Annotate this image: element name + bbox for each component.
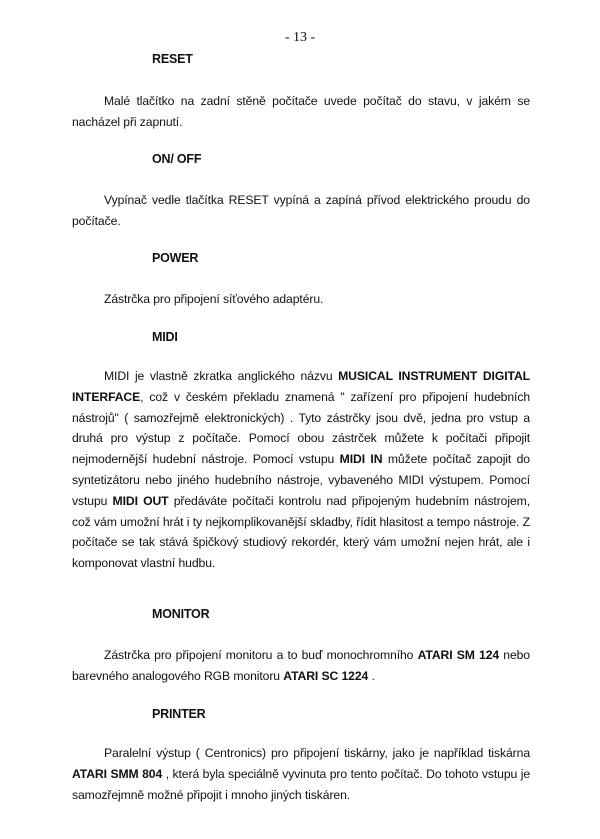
heading-printer: PRINTER — [152, 707, 206, 721]
body-text: Zástrčka pro připojení síťového adaptéru. — [104, 292, 324, 306]
body-text: MIDI je vlastně zkratka anglického názvu — [104, 369, 339, 383]
body-text: předáváte počítači kontrolu nad připojeným hudebním nástrojem, což vám umožní hrát i ty nejkomplikovanější skladby, řídit hlasitost a tempo nástroje. Z počítače se tak stává špičkový studiový rekordér, který vám umožní nejen hrát, ale i komponovat vlastní hudbu. — [72, 493, 530, 571]
body-text: Zástrčka pro připojení monitoru a to buď monochromního — [104, 648, 418, 662]
body-text: , což v českém překladu znamená " zařízení pro připojení hudebních nástrojů" ( samozřejmě elektronických) . Tyto zástrčky jsou dvě, jedna pro vstup a druhá pro výstup z počítače. Pomocí obou zástrček můžete k počítači připojit nejmodernější hudební nástroje. Pomocí vstupu — [72, 389, 530, 467]
bold-text: ATARI SC 1224 — [283, 668, 369, 683]
page-number: - 13 - — [284, 30, 316, 45]
heading-on-off: ON/ OFF — [152, 152, 202, 166]
body-text: . — [368, 668, 375, 683]
bold-text: ATARI SMM 804 — [72, 766, 163, 781]
bold-text: ATARI SM 124 — [417, 648, 500, 662]
body-text: Paralelní výstup ( Centronics) pro připojení tiskárny, jako je například tiskárna — [104, 746, 530, 760]
bold-text: MUSICAL INSTRUMENT DIGITAL INTERFACE — [72, 369, 530, 404]
bold-text: MIDI IN — [339, 452, 383, 467]
paragraph-monitor — [72, 645, 530, 687]
body-text: nebo barevného analogového RGB monitoru — [72, 648, 530, 683]
body-text: můžete počítač zapojit do syntetizátoru nebo jiného hudebního nástroje, vybaveného MIDI výstupem. Pomocí vstupu — [72, 452, 530, 508]
body-text: Vypínač vedle tlačítka RESET vypíná a zapíná přívod elektrického proudu do počítače. — [72, 193, 530, 228]
heading-reset: RESET — [152, 52, 193, 66]
paragraph-power — [72, 289, 530, 310]
body-text: Malé tlačítko na zadní stěně počítače uvede počítač do stavu, v jakém se nacházel při zapnutí. — [72, 94, 530, 129]
paragraph-midi — [72, 366, 530, 574]
bold-text: MIDI OUT — [112, 493, 169, 508]
paragraph-on-off — [72, 190, 530, 232]
paragraph-reset — [72, 91, 530, 133]
body-text: , která byla speciálně vyvinuta pro tento počítač. Do tohoto vstupu je samozřejmně možné připojit i mnoho jiných tiskáren. — [72, 766, 530, 802]
paragraph-printer — [72, 743, 530, 805]
heading-monitor: MONITOR — [152, 607, 210, 621]
heading-midi: MIDI — [152, 330, 178, 344]
heading-power: POWER — [152, 251, 199, 265]
